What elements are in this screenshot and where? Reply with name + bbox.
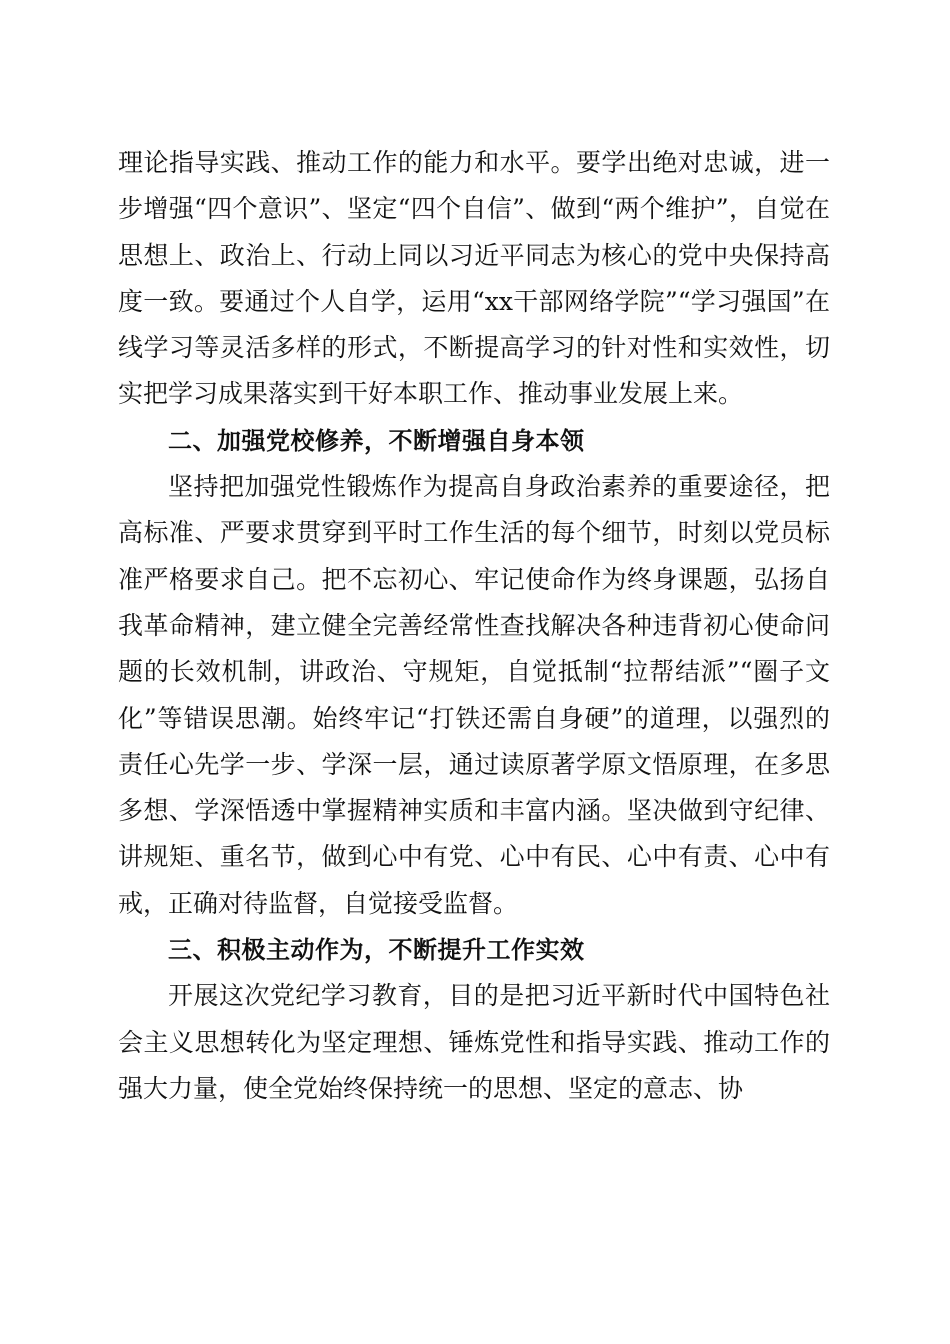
section-heading-3: 三、积极主动作为，不断提升工作实效 <box>168 936 585 965</box>
paragraph-section-2: 坚持把加强党性锻炼作为提高自身政治素养的重要途径，把高标准、严要求贯穿到平时工作生活的每个细节，时刻以党员标准严格要求自己。把不忘初心、牢记使命作为终身课题，弘扬自我革命精神，建立健全完善经常性查找解决各种违背初心使命问题的长效机制，讲政治、守规矩，自觉抵制“拉帮结派”“圈子文化”等错误思潮。始终牢记“打铁还需自身硬”的道理，以强烈的责任心先学一步、学深一层，通过读原著学原文悟原理，在多思多想、学深悟透中掌握精神实质和丰富内涵。坚决做到守纪律、讲规矩、重名节，做到心中有党、心中有民、心中有责、心中有戒，正确对待监督，自觉接受监督。 <box>118 472 830 918</box>
section-heading-2: 二、加强党校修养，不断增强自身本领 <box>168 426 585 455</box>
paragraph-section-3: 开展这次党纪学习教育，目的是把习近平新时代中国特色社会主义思想转化为坚定理想、锤炼党性和指导实践、推动工作的强大力量，使全党始终保持统一的思想、坚定的意志、协 <box>118 981 830 1103</box>
document-body <box>118 140 830 1112</box>
paragraph-continuation: 理论指导实践、推动工作的能力和水平。要学出绝对忠诚，进一步增强“四个意识”、坚定“四个自信”、做到“两个维护”，自觉在思想上、政治上、行动上同以习近平同志为核心的党中央保持高度一致。要通过个人自学，运用“xx干部网络学院”“学习强国”在线学习等灵活多样的形式，不断提高学习的针对性和实效性，切实把学习成果落实到干好本职工作、推动事业发展上来。 <box>118 148 830 409</box>
